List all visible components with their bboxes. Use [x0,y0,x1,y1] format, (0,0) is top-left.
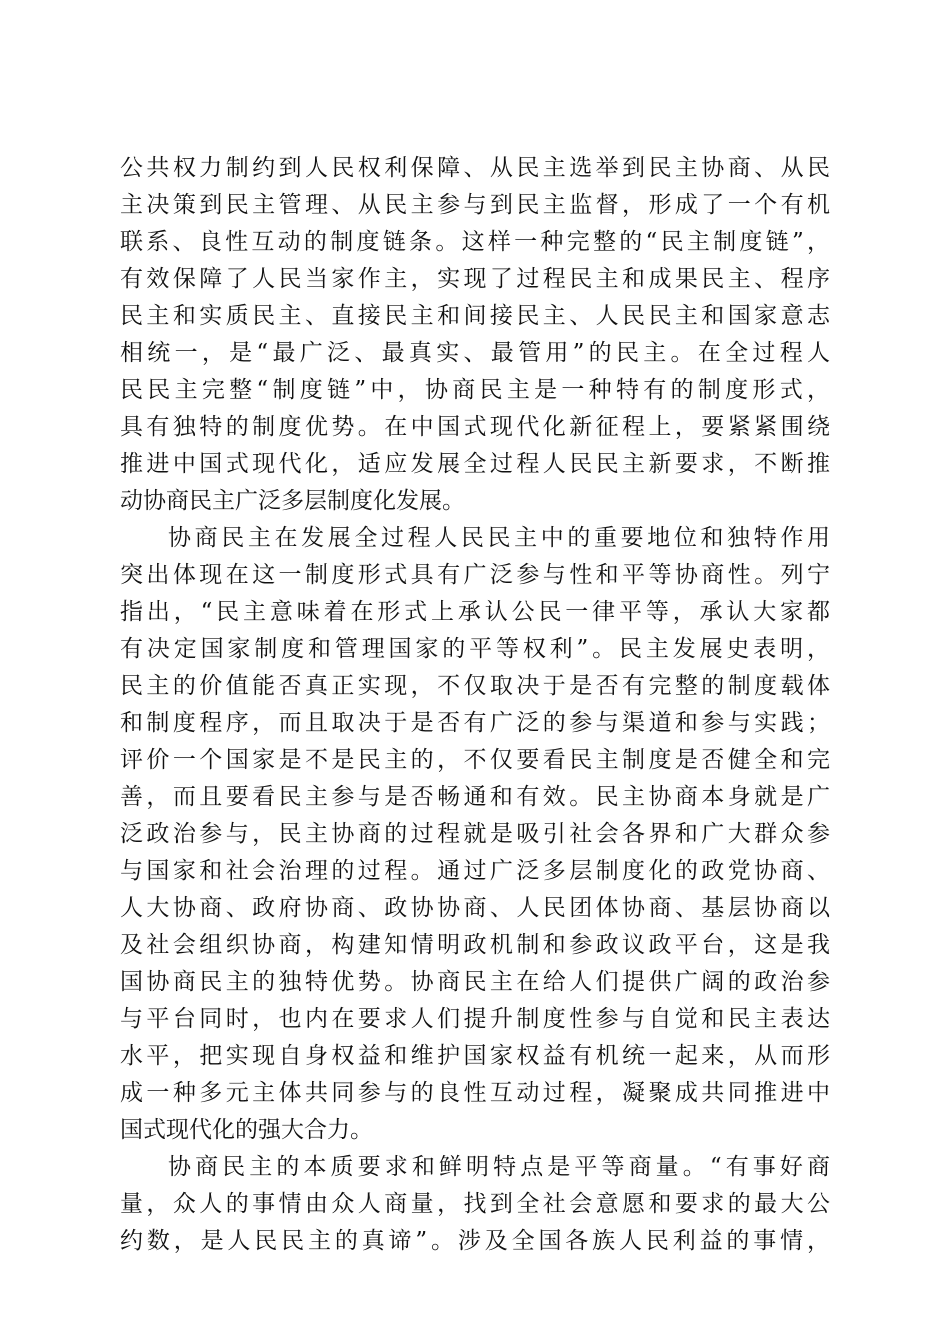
text-line: 约数，是人民民主的真谛”。涉及全国各族人民利益的事情， [120,1228,830,1254]
text-line: 国协商民主的独特优势。协商民主在给人们提供广阔的政治参 [120,969,830,995]
paragraph-2 [120,520,830,1149]
text-line: 公共权力制约到人民权利保障、从民主选举到民主协商、从民 [120,155,830,181]
text-line: 及社会组织协商，构建知情明政机制和参政议政平台，这是我 [120,932,830,958]
text-line: 相统一，是“最广泛、最真实、最管用”的民主。在全过程人 [120,340,830,366]
text-line: 具有独特的制度优势。在中国式现代化新征程上，要紧紧围绕 [120,414,830,440]
text-line: 人大协商、政府协商、政协协商、人民团体协商、基层协商以 [120,895,830,921]
text-line: 泛政治参与，民主协商的过程就是吸引社会各界和广大群众参 [120,821,830,847]
text-line: 联系、良性互动的制度链条。这样一种完整的“民主制度链”， [120,229,830,255]
text-line: 主决策到民主管理、从民主参与到民主监督，形成了一个有机 [120,192,830,218]
text-line: 民主和实质民主、直接民主和间接民主、人民民主和国家意志 [120,303,830,329]
text-line: 善，而且要看民主参与是否畅通和有效。民主协商本身就是广 [120,784,830,810]
paragraph-3 [120,1149,830,1260]
text-line: 有效保障了人民当家作主，实现了过程民主和成果民主、程序 [120,266,830,292]
text-line: 协商民主在发展全过程人民民主中的重要地位和独特作用 [168,525,830,551]
text-line: 民主的价值能否真正实现，不仅取决于是否有完整的制度载体 [120,673,830,699]
text-line: 突出体现在这一制度形式具有广泛参与性和平等协商性。列宁 [120,562,830,588]
text-line: 成一种多元主体共同参与的良性互动过程，凝聚成共同推进中 [120,1080,830,1106]
text-line: 有决定国家制度和管理国家的平等权利”。民主发展史表明， [120,636,830,662]
text-line: 评价一个国家是不是民主的，不仅要看民主制度是否健全和完 [120,747,830,773]
paragraph-1 [120,150,830,520]
text-line: 和制度程序，而且取决于是否有广泛的参与渠道和参与实践； [120,710,830,736]
text-line: 量，众人的事情由众人商量，找到全社会意愿和要求的最大公 [120,1191,830,1217]
text-line: 推进中国式现代化，适应发展全过程人民民主新要求，不断推 [120,451,830,477]
document-page [120,150,830,1260]
text-line: 与平台同时，也内在要求人们提升制度性参与自觉和民主表达 [120,1006,830,1032]
text-line: 民民主完整“制度链”中，协商民主是一种特有的制度形式， [120,377,830,403]
text-line: 协商民主的本质要求和鲜明特点是平等商量。“有事好商 [168,1154,830,1180]
text-line: 与国家和社会治理的过程。通过广泛多层制度化的政党协商、 [120,858,830,884]
text-line: 指出，“民主意味着在形式上承认公民一律平等，承认大家都 [120,599,830,625]
text-line: 国式现代化的强大合力。 [120,1117,373,1143]
text-line: 动协商民主广泛多层制度化发展。 [120,488,465,514]
text-line: 水平，把实现自身权益和维护国家权益有机统一起来，从而形 [120,1043,830,1069]
